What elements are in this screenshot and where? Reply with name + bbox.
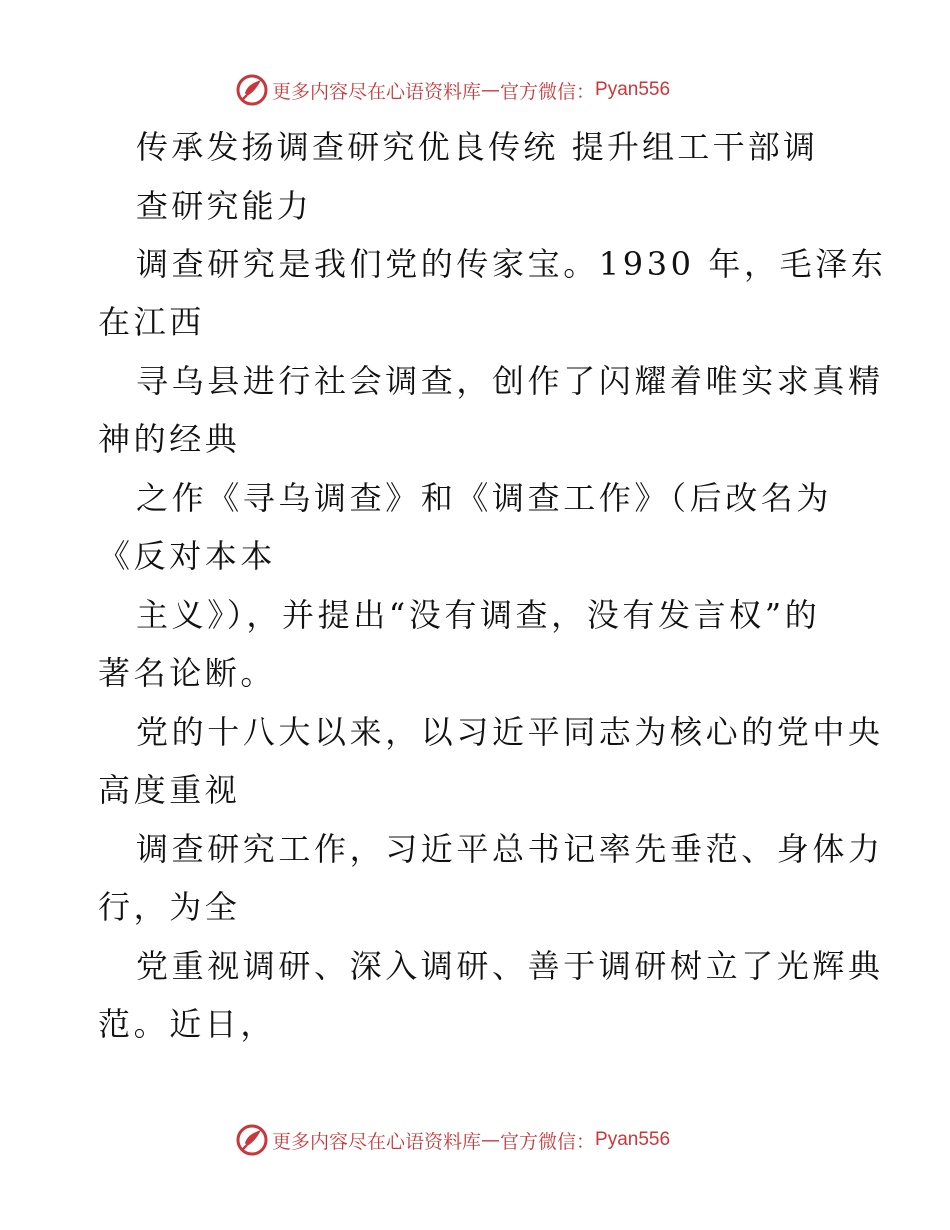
banner-dash: —	[481, 1129, 501, 1151]
banner-site-text: 更多内容尽在心语资料库	[272, 80, 482, 103]
paragraph-line: 党重视调研、深入调研、善于调研树立了光辉典	[136, 947, 884, 985]
library-logo-icon	[236, 74, 268, 106]
paragraph-line: 寻乌县进行社会调查，创作了闪耀着唯实求真精	[136, 362, 884, 400]
banner-site-text: 更多内容尽在心语资料库	[272, 1130, 482, 1153]
paragraph-line: 调查研究是我们党的传家宝。1930 年，毛泽东	[136, 245, 887, 283]
paragraph-line: 党的十八大以来，以习近平同志为核心的党中央	[136, 713, 884, 751]
paragraph-line: 在江西	[98, 303, 205, 341]
paragraph-line: 《反对本本	[98, 537, 277, 575]
paragraph-line: 著名论断。	[98, 654, 277, 692]
header-banner	[0, 70, 950, 110]
banner-dash: —	[481, 79, 501, 101]
banner-wechat-id: Pyan556	[595, 79, 671, 100]
footer-banner-content	[236, 1124, 670, 1156]
footer-banner	[0, 1120, 950, 1160]
paragraph-line: 范。近日，	[98, 1005, 277, 1043]
library-logo-icon	[236, 1124, 268, 1156]
paragraph-line: 神的经典	[98, 420, 241, 458]
paragraph-line: 之作《寻乌调查》和《调查工作》（后改名为	[136, 479, 833, 517]
paragraph-line: 调查研究工作，习近平总书记率先垂范、身体力	[136, 830, 884, 868]
paragraph-line: 高度重视	[98, 771, 241, 809]
banner-wechat-label: 官方微信：	[500, 1130, 596, 1153]
banner-wechat-label: 官方微信：	[500, 80, 596, 103]
document-title-line-2: 查研究能力	[136, 187, 313, 225]
paragraph-line: 行，为全	[98, 888, 241, 926]
header-banner-content	[236, 74, 670, 106]
banner-wechat-id: Pyan556	[595, 1129, 671, 1150]
paragraph-line: 主义》），并提出“没有调查，没有发言权”的	[136, 596, 821, 634]
document-title-line-1: 传承发扬调查研究优良传统 提升组工干部调	[136, 128, 819, 166]
